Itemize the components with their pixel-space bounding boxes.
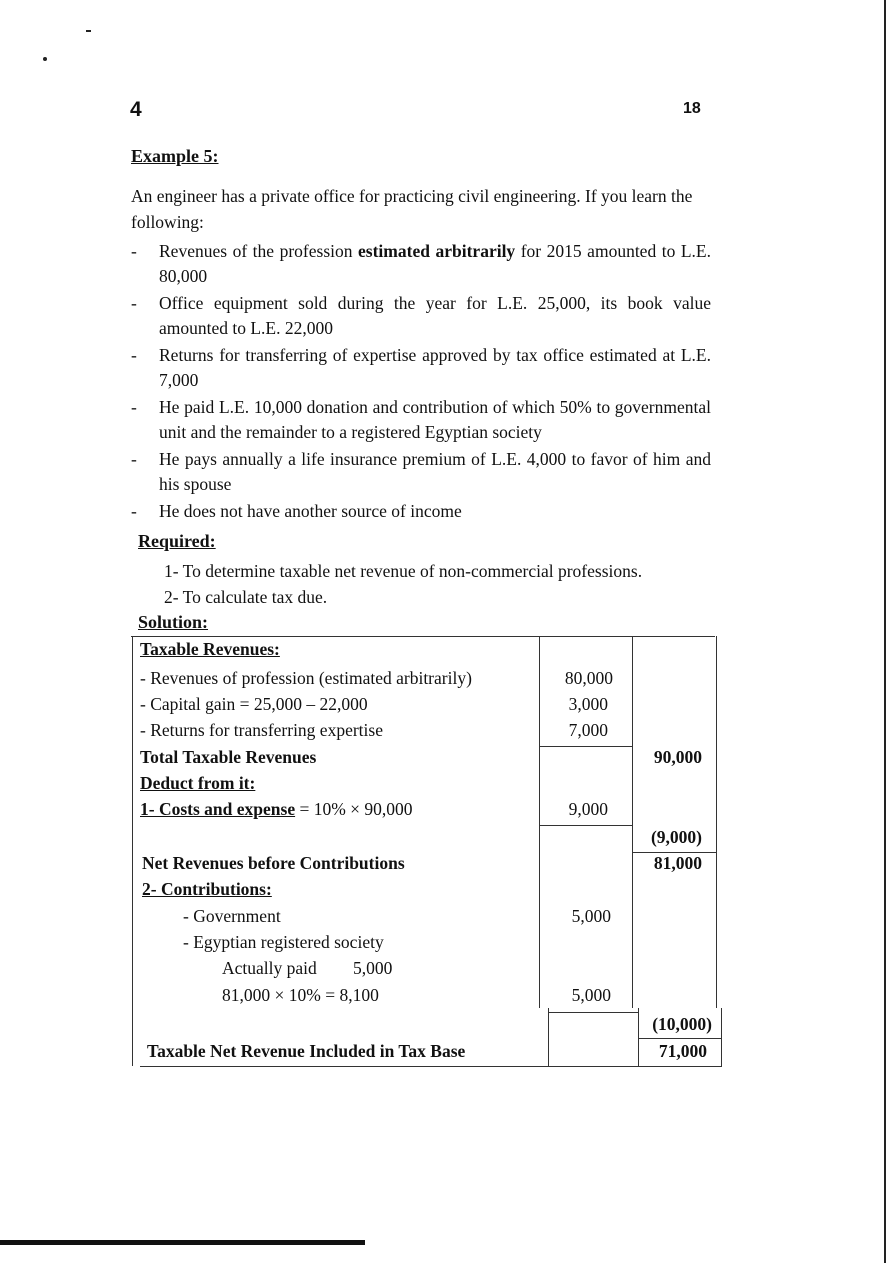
returns-row-value: 7,000 bbox=[568, 720, 608, 740]
costs-row-value: 9,000 bbox=[568, 799, 608, 819]
example-title: Example 5: bbox=[131, 146, 219, 166]
page-edge-rule bbox=[884, 0, 886, 1263]
actually-paid-value: 5,000 bbox=[353, 958, 393, 978]
list-item bbox=[131, 395, 711, 445]
table-border bbox=[716, 636, 717, 1008]
limit-formula: 81,000 × 10% = 8,100 bbox=[222, 985, 379, 1005]
capital-gain-row-label: - Capital gain = 25,000 – 22,000 bbox=[140, 694, 368, 714]
government-row-value: 5,000 bbox=[571, 906, 611, 926]
bullet-text: Revenues of the profession bbox=[159, 241, 359, 261]
revenues-row-value: 80,000 bbox=[564, 668, 613, 688]
required-item: 2- To calculate tax due. bbox=[164, 587, 328, 607]
example-intro: An engineer has a private office for practicing civil engineering. If you learn the following: bbox=[131, 186, 693, 232]
contributions-total: (10,000) bbox=[652, 1014, 712, 1034]
costs-label: 1- Costs and expense bbox=[140, 799, 296, 819]
column-divider bbox=[539, 636, 540, 1008]
actually-paid-label: Actually paid bbox=[222, 958, 317, 978]
column-divider bbox=[632, 636, 633, 1008]
costs-formula: = 10% × 90,000 bbox=[295, 799, 413, 819]
solution-title: Solution: bbox=[138, 612, 209, 632]
bullet-dash: - bbox=[131, 397, 137, 417]
bullet-text: Office equipment sold during the year for L.E. 25,000, its book value amounted to L.E. 22,000 bbox=[159, 293, 711, 338]
bullet-dash: - bbox=[131, 501, 137, 521]
revenues-row-label: - Revenues of profession (estimated arbitrarily) bbox=[140, 668, 472, 688]
table-border bbox=[132, 636, 133, 1066]
bullet-emphasis: estimated arbitrarily bbox=[358, 241, 516, 261]
list-item bbox=[131, 343, 711, 393]
costs-total: (9,000) bbox=[650, 827, 702, 847]
government-row-label: - Government bbox=[183, 906, 281, 926]
required-item: 1- To determine taxable net revenue of non-commercial professions. bbox=[164, 561, 643, 581]
bullet-text: for 2015 amounted to L.E. 80,000 bbox=[159, 241, 711, 286]
scan-speck bbox=[43, 57, 47, 61]
net-before-contributions-value: 81,000 bbox=[653, 853, 702, 873]
subtotal-rule bbox=[548, 1012, 638, 1013]
taxable-revenues-header: Taxable Revenues: bbox=[140, 639, 280, 659]
contributions-header: 2- Contributions: bbox=[142, 879, 272, 899]
total-taxable-revenues-value: 90,000 bbox=[653, 747, 702, 767]
page-number: 18 bbox=[683, 100, 701, 117]
total-taxable-revenues-label: Total Taxable Revenues bbox=[140, 747, 317, 767]
bullet-text: Returns for transferring of expertise approved by tax office estimated at L.E. 7,000 bbox=[159, 345, 711, 390]
taxable-net-revenue-value: 71,000 bbox=[658, 1041, 707, 1061]
list-item bbox=[131, 447, 711, 497]
bullet-text: He does not have another source of income bbox=[159, 501, 462, 521]
scan-speck bbox=[86, 30, 91, 32]
bullet-dash: - bbox=[131, 345, 137, 365]
chapter-number: 4 bbox=[130, 98, 142, 121]
column-divider bbox=[548, 1008, 549, 1066]
net-before-contributions-label: Net Revenues before Contributions bbox=[142, 853, 405, 873]
required-title: Required: bbox=[138, 531, 216, 551]
deduct-header: Deduct from it: bbox=[140, 773, 256, 793]
subtotal-rule bbox=[539, 746, 632, 747]
society-row-value: 5,000 bbox=[571, 985, 611, 1005]
scan-bottom-rule bbox=[0, 1240, 365, 1245]
costs-row-label bbox=[140, 799, 413, 820]
table-border bbox=[721, 1008, 722, 1066]
list-item bbox=[131, 499, 711, 524]
table-border bbox=[140, 1066, 722, 1067]
table-border bbox=[131, 636, 715, 637]
bullet-text: He paid L.E. 10,000 donation and contribution of which 50% to governmental unit and the remainder to a registered Egyptian society bbox=[159, 397, 711, 442]
bullet-dash: - bbox=[131, 293, 137, 313]
facts-list bbox=[131, 239, 711, 526]
list-item bbox=[131, 291, 711, 341]
bullet-dash: - bbox=[131, 241, 137, 261]
bullet-text: He pays annually a life insurance premium of L.E. 4,000 to favor of him and his spouse bbox=[159, 449, 711, 494]
list-item bbox=[131, 239, 711, 289]
capital-gain-row-value: 3,000 bbox=[568, 694, 608, 714]
bullet-dash: - bbox=[131, 449, 137, 469]
subtotal-rule bbox=[638, 1038, 721, 1039]
society-row-label: - Egyptian registered society bbox=[183, 932, 384, 952]
returns-row-label: - Returns for transferring expertise bbox=[140, 720, 383, 740]
taxable-net-revenue-label: Taxable Net Revenue Included in Tax Base bbox=[147, 1041, 466, 1061]
subtotal-rule bbox=[539, 825, 632, 826]
